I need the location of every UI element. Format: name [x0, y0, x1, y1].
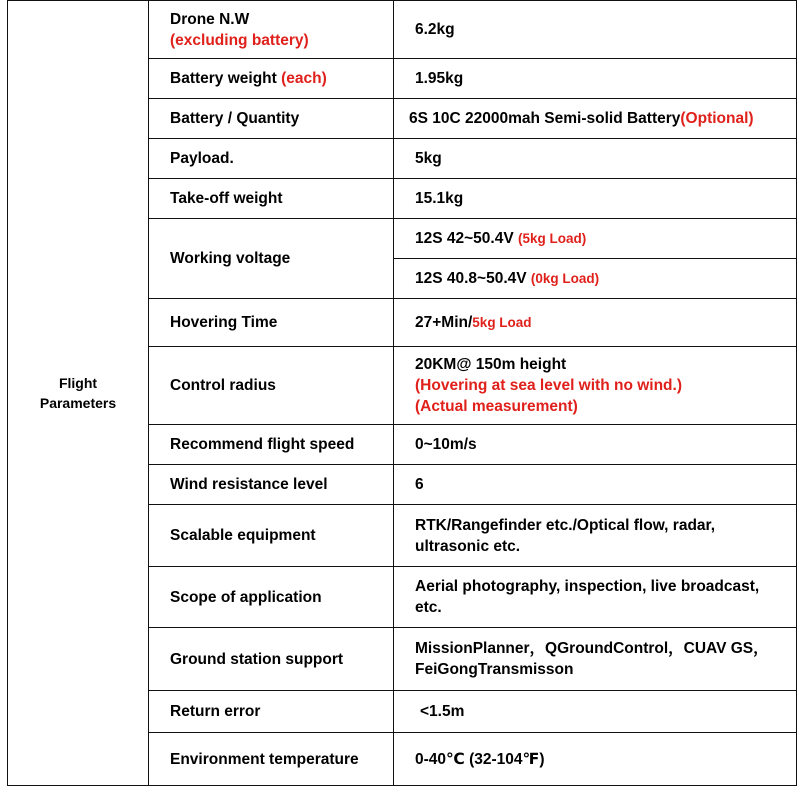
wind-resistance-label: Wind resistance level — [170, 476, 328, 493]
label-cell — [149, 733, 394, 786]
label-cell — [149, 691, 394, 733]
return-error-label: Return error — [170, 703, 261, 720]
hovering-time-value: 27+Min/ — [415, 314, 473, 331]
value-cell — [394, 299, 797, 347]
working-voltage-note-2: (0kg Load) — [530, 271, 600, 286]
label-cell — [149, 219, 394, 299]
value-cell — [394, 347, 797, 425]
env-temperature-label: Environment temperature — [170, 750, 359, 768]
value-cell — [394, 691, 797, 733]
battery-quantity-label: Battery / Quantity — [170, 110, 300, 127]
working-voltage-label: Working voltage — [170, 250, 291, 267]
hovering-time-label: Hovering Time — [170, 314, 278, 331]
control-radius-label: Control radius — [170, 377, 276, 394]
label-cell — [149, 505, 394, 567]
value-cell — [394, 219, 797, 259]
working-voltage-value-2: 12S 40.8~50.4V — [415, 270, 531, 287]
wind-resistance-value: 6 — [415, 476, 424, 493]
battery-weight-value: 1.95kg — [415, 70, 464, 87]
scope-label: Scope of application — [170, 588, 322, 606]
value-cell — [394, 425, 797, 465]
value-cell — [394, 259, 797, 299]
value-cell — [394, 99, 797, 139]
hovering-time-note: 5kg Load — [472, 315, 532, 330]
drone-nw-note: (excluding battery) — [170, 31, 309, 49]
battery-weight-note: (each) — [281, 70, 327, 87]
value-cell — [394, 567, 797, 628]
category-cell — [8, 1, 149, 786]
env-temperature-value: 0-40℃ (32-104℉) — [415, 750, 545, 768]
label-cell — [149, 347, 394, 425]
takeoff-weight-value: 15.1kg — [415, 190, 464, 207]
battery-quantity-value: 6S 10C 22000mah Semi-solid Battery — [409, 110, 681, 127]
battery-quantity-note: (Optional) — [680, 110, 754, 127]
label-cell — [149, 179, 394, 219]
label-cell — [149, 465, 394, 505]
ground-station-value: MissionPlanner，QGroundControl，CUAV GS，FeiGongTransmisson — [415, 640, 769, 678]
category-label: Flight Parameters — [39, 375, 117, 411]
control-radius-note-2: (Actual measurement) — [415, 398, 578, 415]
battery-weight-label: Battery weight — [170, 70, 282, 87]
value-cell — [394, 628, 797, 691]
value-cell — [394, 139, 797, 179]
working-voltage-value-1: 12S 42~50.4V — [415, 230, 518, 247]
return-error-value: <1.5m — [420, 703, 465, 720]
flight-parameters-table — [7, 0, 797, 786]
label-cell — [149, 628, 394, 691]
value-cell — [394, 465, 797, 505]
scalable-equipment-value: RTK/Rangefinder etc./Optical flow, radar, ultrasonic etc. — [415, 516, 716, 555]
label-cell — [149, 425, 394, 465]
value-cell — [394, 179, 797, 219]
flight-speed-value: 0~10m/s — [415, 436, 477, 453]
value-cell — [394, 59, 797, 99]
payload-value: 5kg — [415, 150, 442, 167]
scalable-equipment-label: Scalable equipment — [170, 527, 316, 544]
value-cell — [394, 505, 797, 567]
scope-value: Aerial photography, inspection, live broadcast, etc. — [415, 578, 760, 616]
table-row — [8, 1, 797, 59]
label-cell — [149, 59, 394, 99]
flight-speed-label: Recommend flight speed — [170, 436, 355, 453]
ground-station-label: Ground station support — [170, 650, 344, 668]
control-radius-note-1: (Hovering at sea level with no wind.) — [415, 377, 682, 394]
label-cell — [149, 99, 394, 139]
value-cell — [394, 1, 797, 59]
takeoff-weight-label: Take-off weight — [170, 190, 283, 207]
value-cell — [394, 733, 797, 786]
drone-nw-label: Drone N.W — [170, 10, 250, 28]
label-cell — [149, 299, 394, 347]
payload-label: Payload. — [170, 150, 234, 167]
drone-nw-value: 6.2kg — [415, 21, 455, 38]
label-cell — [149, 567, 394, 628]
label-cell — [149, 139, 394, 179]
control-radius-value: 20KM@ 150m height — [415, 356, 567, 373]
label-cell — [149, 1, 394, 59]
working-voltage-note-1: (5kg Load) — [518, 231, 587, 246]
